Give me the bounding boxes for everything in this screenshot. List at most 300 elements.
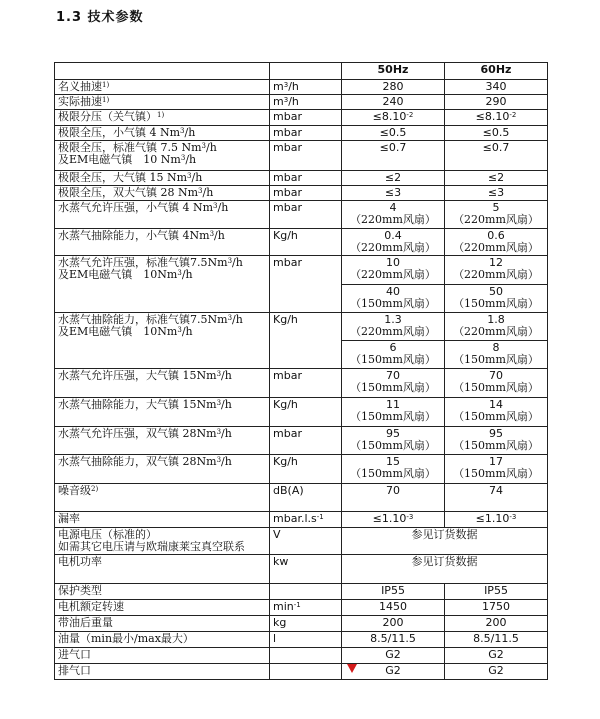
param-line bbox=[58, 326, 266, 338]
unit-cell bbox=[270, 584, 342, 600]
value-50hz-cell bbox=[342, 455, 445, 484]
tech-spec-table bbox=[54, 62, 548, 680]
value-number: ≤0.5 bbox=[379, 126, 407, 139]
table-row bbox=[55, 600, 548, 616]
table-row bbox=[55, 256, 548, 285]
value-number: 40 bbox=[386, 285, 400, 298]
param-text: 水蒸气抽除能力，大气镇 15Nm bbox=[58, 398, 217, 411]
value-number: 14 bbox=[489, 398, 503, 411]
param-line bbox=[58, 187, 266, 199]
param-text: /h bbox=[185, 153, 197, 166]
value-fan-note: （220mm风扇） bbox=[350, 241, 436, 254]
value-60hz-cell bbox=[445, 369, 548, 398]
param-text: 名义抽速 bbox=[58, 80, 102, 93]
param-line bbox=[58, 269, 266, 281]
param-text: /h bbox=[217, 201, 229, 214]
param-text: 带油后重量 bbox=[58, 616, 113, 629]
param-text: /h bbox=[214, 229, 225, 242]
unit-cell bbox=[270, 600, 342, 616]
param-text: 极限全压，小气镇 4 Nm bbox=[58, 126, 181, 139]
unit-cell bbox=[270, 512, 342, 528]
unit-text: mbar bbox=[273, 369, 302, 382]
superscript: 3 bbox=[180, 127, 185, 135]
table-row bbox=[55, 110, 548, 126]
value-50hz-cell bbox=[342, 648, 445, 664]
unit-text: m bbox=[273, 95, 284, 108]
table-row bbox=[55, 664, 548, 680]
value-60hz-cell bbox=[445, 512, 548, 528]
param-text: 水蒸气允许压强，大气镇 15Nm bbox=[58, 369, 217, 382]
param-line bbox=[58, 172, 266, 184]
unit-text: V bbox=[273, 528, 281, 541]
unit-cell bbox=[270, 648, 342, 664]
value-fan-note: （220mm风扇） bbox=[350, 268, 436, 281]
param-line bbox=[58, 649, 266, 661]
param-line bbox=[58, 633, 266, 645]
value-number: 240 bbox=[382, 95, 404, 108]
value-exponent: -2 bbox=[406, 111, 414, 119]
value-number: 4 bbox=[389, 201, 397, 214]
value-fan-note: （220mm风扇） bbox=[453, 213, 539, 226]
table-row bbox=[55, 171, 548, 186]
value-number: 95 bbox=[386, 427, 400, 440]
value-number: 200 bbox=[382, 616, 404, 629]
param-text: 水蒸气抽除能力，标准气镇7.5Nm bbox=[58, 313, 228, 326]
value-50hz-cell bbox=[342, 398, 445, 427]
param-text: /h bbox=[221, 369, 232, 382]
value-fan-note: （150mm风扇） bbox=[453, 439, 539, 452]
unit-text: dB(A) bbox=[273, 484, 304, 497]
table-row bbox=[55, 555, 548, 584]
param-text: 及EM电磁气镇 10Nm bbox=[58, 325, 178, 338]
value-number: ≤0.7 bbox=[482, 141, 510, 154]
unit-cell bbox=[270, 632, 342, 648]
table-row bbox=[55, 484, 548, 512]
value-number: ≤3 bbox=[384, 186, 402, 199]
table-row bbox=[55, 369, 548, 398]
value-50hz-cell bbox=[342, 256, 445, 285]
unit-cell bbox=[270, 201, 342, 229]
unit-cell bbox=[270, 229, 342, 256]
table-row bbox=[55, 632, 548, 648]
table-row bbox=[55, 616, 548, 632]
unit-text: m bbox=[273, 80, 284, 93]
unit-cell bbox=[270, 616, 342, 632]
param-line bbox=[58, 111, 266, 123]
value-fan-note: （150mm风扇） bbox=[350, 410, 436, 423]
value-60hz-cell bbox=[445, 455, 548, 484]
unit-cell bbox=[270, 528, 342, 555]
value-number: 1450 bbox=[379, 600, 407, 613]
value-50hz-cell bbox=[342, 427, 445, 455]
param-text: 水蒸气允许压强，标准气镇7.5Nm bbox=[58, 256, 228, 269]
value-fan-note: （220mm风扇） bbox=[453, 241, 539, 254]
param-text: /h bbox=[232, 313, 243, 326]
unit-cell bbox=[270, 398, 342, 427]
value-60hz-cell bbox=[445, 616, 548, 632]
unit-cell bbox=[270, 110, 342, 126]
param-text: 噪音级 bbox=[58, 484, 91, 497]
param-line bbox=[58, 81, 266, 93]
value-number: 340 bbox=[485, 80, 507, 93]
param-text: /h bbox=[191, 171, 203, 184]
param-text: /h bbox=[221, 398, 232, 411]
value-60hz-cell bbox=[445, 80, 548, 95]
param-cell bbox=[55, 455, 270, 484]
value-60hz-cell bbox=[445, 584, 548, 600]
table-row bbox=[55, 584, 548, 600]
param-line bbox=[58, 428, 266, 440]
table-row bbox=[55, 313, 548, 341]
param-text: 电源电压（标准的） bbox=[58, 528, 157, 541]
unit-text: mbar bbox=[273, 427, 302, 440]
unit-text: mbar bbox=[273, 186, 302, 199]
value-number: 15 bbox=[386, 455, 400, 468]
value-60hz-cell bbox=[445, 427, 548, 455]
unit-text: kw bbox=[273, 555, 289, 568]
param-text: 极限全压，大气镇 15 Nm bbox=[58, 171, 188, 184]
param-text: 水蒸气允许压强，小气镇 4 Nm bbox=[58, 201, 214, 214]
header-row bbox=[55, 63, 548, 80]
value-60hz-cell bbox=[445, 256, 548, 285]
param-text: 实际抽速 bbox=[58, 95, 102, 108]
unit-superscript: -1 bbox=[316, 513, 324, 521]
value-number: IP55 bbox=[381, 584, 405, 597]
value-50hz-cell bbox=[342, 484, 445, 512]
param-line bbox=[58, 456, 266, 468]
value-number: ≤8.10 bbox=[475, 110, 510, 123]
unit-text: /h bbox=[288, 80, 299, 93]
header-blank-cell bbox=[270, 63, 342, 80]
value-number: 200 bbox=[485, 616, 507, 629]
value-number: 280 bbox=[382, 80, 404, 93]
value-number: 1750 bbox=[482, 600, 510, 613]
unit-superscript: 3 bbox=[283, 81, 289, 89]
param-text: /h bbox=[221, 427, 232, 440]
param-line bbox=[58, 617, 266, 629]
param-cell bbox=[55, 398, 270, 427]
superscript: 3 bbox=[187, 172, 192, 180]
param-cell bbox=[55, 313, 270, 369]
value-50hz-cell bbox=[342, 186, 445, 201]
param-text: 电机功率 bbox=[58, 555, 102, 568]
unit-cell bbox=[270, 171, 342, 186]
value-60hz-cell bbox=[445, 186, 548, 201]
value-fan-note: （150mm风扇） bbox=[350, 297, 436, 310]
param-cell bbox=[55, 201, 270, 229]
param-text: 如需其它电压请与欧瑞康莱宝真空联系 bbox=[58, 540, 245, 553]
superscript: 1) bbox=[102, 81, 110, 89]
param-cell bbox=[55, 80, 270, 95]
value-number: ≤0.7 bbox=[379, 141, 407, 154]
value-fan-note: （150mm风扇） bbox=[453, 410, 539, 423]
value-50hz-cell bbox=[342, 126, 445, 141]
unit-text: Kg/h bbox=[273, 313, 298, 326]
param-cell bbox=[55, 95, 270, 110]
unit-text: mbar bbox=[273, 201, 302, 214]
param-text: /h bbox=[181, 268, 193, 281]
param-text: 进气口 bbox=[58, 648, 91, 661]
value-number: 11 bbox=[386, 398, 400, 411]
superscript: 1) bbox=[157, 111, 165, 119]
param-line bbox=[58, 230, 266, 242]
value-fan-note: （150mm风扇） bbox=[350, 353, 436, 366]
value-number: G2 bbox=[488, 648, 504, 661]
param-line bbox=[58, 96, 266, 108]
param-line bbox=[58, 513, 266, 525]
superscript: 2) bbox=[91, 485, 99, 493]
value-60hz-cell bbox=[445, 398, 548, 427]
param-line bbox=[58, 541, 266, 553]
value-fan-note: （150mm风扇） bbox=[453, 297, 539, 310]
param-cell bbox=[55, 616, 270, 632]
value-60hz-cell bbox=[445, 664, 548, 680]
param-cell bbox=[55, 256, 270, 313]
param-text: 漏率 bbox=[58, 512, 80, 525]
unit-cell bbox=[270, 313, 342, 369]
value-60hz-cell bbox=[445, 648, 548, 664]
red-marker-icon bbox=[347, 664, 357, 673]
value-60hz-cell bbox=[445, 600, 548, 616]
param-cell bbox=[55, 171, 270, 186]
value-number: ≤0.5 bbox=[482, 126, 510, 139]
superscript: 3 bbox=[216, 399, 222, 407]
value-number: ≤2 bbox=[487, 171, 505, 184]
value-60hz-cell bbox=[445, 95, 548, 110]
superscript: 3 bbox=[201, 142, 207, 150]
param-text: /h bbox=[206, 141, 217, 154]
unit-text: mbar bbox=[273, 171, 302, 184]
superscript: 3 bbox=[213, 202, 218, 210]
value-exponent: -3 bbox=[509, 513, 517, 521]
header-50hz: 50Hz bbox=[342, 63, 445, 80]
unit-text: l bbox=[273, 632, 277, 645]
param-cell bbox=[55, 632, 270, 648]
param-text: /h bbox=[232, 256, 243, 269]
value-50hz-cell bbox=[342, 95, 445, 110]
value-number: 8 bbox=[492, 341, 500, 354]
param-line bbox=[58, 154, 266, 166]
value-number: 0.4 bbox=[384, 229, 402, 242]
unit-superscript: 3 bbox=[283, 96, 289, 104]
value-50hz-cell bbox=[342, 229, 445, 256]
value-number: G2 bbox=[488, 664, 504, 677]
unit-text: mbar bbox=[273, 141, 302, 154]
value-number: ≤1.10 bbox=[372, 512, 407, 525]
value-50hz-cell bbox=[342, 201, 445, 229]
superscript: 3 bbox=[216, 428, 222, 436]
unit-text: Kg/h bbox=[273, 229, 298, 242]
param-line bbox=[58, 485, 266, 497]
header-blank-cell bbox=[55, 63, 270, 80]
value-fan-note: （150mm风扇） bbox=[350, 467, 436, 480]
value-50hz-cell bbox=[342, 171, 445, 186]
unit-cell bbox=[270, 186, 342, 201]
value-number: ≤2 bbox=[384, 171, 402, 184]
unit-text: /h bbox=[288, 95, 299, 108]
unit-cell bbox=[270, 80, 342, 95]
value-60hz-cell bbox=[445, 110, 548, 126]
value-60hz-cell bbox=[445, 171, 548, 186]
value-fan-note: （220mm风扇） bbox=[453, 325, 539, 338]
superscript: 3 bbox=[177, 326, 182, 334]
value-number: 95 bbox=[489, 427, 503, 440]
value-50hz-cell bbox=[342, 141, 445, 171]
value-fan-note: （150mm风扇） bbox=[350, 439, 436, 452]
table-row bbox=[55, 126, 548, 141]
unit-cell bbox=[270, 141, 342, 171]
value-exponent: -3 bbox=[406, 513, 414, 521]
unit-cell bbox=[270, 256, 342, 313]
value-fan-note: （220mm风扇） bbox=[453, 268, 539, 281]
param-text: 排气口 bbox=[58, 664, 91, 677]
param-cell bbox=[55, 584, 270, 600]
value-50hz-cell bbox=[342, 110, 445, 126]
param-text: /h bbox=[202, 186, 214, 199]
unit-text: mbar bbox=[273, 126, 302, 139]
value-number: 74 bbox=[489, 484, 503, 497]
unit-text: mbar.l.s bbox=[273, 512, 317, 525]
value-number: 8.5/11.5 bbox=[473, 632, 519, 645]
value-50hz-cell bbox=[342, 584, 445, 600]
value-number: 70 bbox=[489, 369, 503, 382]
param-cell bbox=[55, 141, 270, 171]
value-number: ≤1.10 bbox=[475, 512, 510, 525]
unit-text: kg bbox=[273, 616, 287, 629]
superscript: 3 bbox=[227, 257, 233, 265]
value-number: 0.6 bbox=[487, 229, 505, 242]
param-text: 极限全压，标准气镇 7.5 Nm bbox=[58, 141, 202, 154]
value-fan-note: （150mm风扇） bbox=[350, 381, 436, 394]
param-cell bbox=[55, 229, 270, 256]
value-50hz-cell bbox=[342, 632, 445, 648]
table-row bbox=[55, 648, 548, 664]
param-line bbox=[58, 202, 266, 214]
superscript: 3 bbox=[209, 230, 215, 238]
param-text: /h bbox=[221, 455, 232, 468]
param-line bbox=[58, 370, 266, 382]
header-60hz: 60Hz bbox=[445, 63, 548, 80]
unit-cell bbox=[270, 427, 342, 455]
value-number: IP55 bbox=[484, 584, 508, 597]
param-text: 油量（min最小/max最大） bbox=[58, 632, 194, 645]
value-number: 12 bbox=[489, 256, 503, 269]
unit-text: mbar bbox=[273, 256, 302, 269]
value-number: 70 bbox=[386, 484, 400, 497]
unit-text: mbar bbox=[273, 110, 302, 123]
value-60hz-cell bbox=[445, 126, 548, 141]
value-60hz-cell bbox=[445, 484, 548, 512]
param-text: 水蒸气抽除能力，小气镇 4Nm bbox=[58, 229, 210, 242]
superscript: 3 bbox=[198, 187, 203, 195]
value-60hz-cell bbox=[445, 229, 548, 256]
param-line bbox=[58, 399, 266, 411]
unit-cell bbox=[270, 664, 342, 680]
value-fan-note: （220mm风扇） bbox=[350, 213, 436, 226]
value-50hz-cell bbox=[342, 313, 445, 341]
value-number: 6 bbox=[389, 341, 397, 354]
param-line bbox=[58, 556, 266, 568]
param-cell bbox=[55, 427, 270, 455]
table-row bbox=[55, 528, 548, 555]
value-number: 10 bbox=[386, 256, 400, 269]
superscript: 3 bbox=[180, 154, 186, 162]
param-text: 及EM电磁气镇 10Nm bbox=[58, 268, 178, 281]
value-fan-note: （150mm风扇） bbox=[453, 353, 539, 366]
param-text: /h bbox=[181, 325, 193, 338]
unit-text: Kg/h bbox=[273, 398, 298, 411]
value-50hz-cell bbox=[342, 600, 445, 616]
table-row bbox=[55, 455, 548, 484]
value-50hz-cell bbox=[342, 80, 445, 95]
value-60hz-cell bbox=[445, 341, 548, 369]
param-cell bbox=[55, 600, 270, 616]
superscript: 3 bbox=[216, 370, 222, 378]
table-row bbox=[55, 95, 548, 110]
value-number: 70 bbox=[386, 369, 400, 382]
unit-cell bbox=[270, 126, 342, 141]
value-fan-note: （150mm风扇） bbox=[453, 381, 539, 394]
param-cell bbox=[55, 664, 270, 680]
value-span-cell: 参见订货数据 bbox=[342, 528, 548, 555]
param-text: 水蒸气允许压强，双气镇 28Nm bbox=[58, 427, 217, 440]
superscript: 1) bbox=[102, 96, 110, 104]
value-60hz-cell bbox=[445, 141, 548, 171]
value-span-cell: 参见订货数据 bbox=[342, 555, 548, 584]
superscript: 3 bbox=[177, 269, 182, 277]
param-cell bbox=[55, 555, 270, 584]
param-line bbox=[58, 665, 266, 677]
table-row bbox=[55, 427, 548, 455]
value-number: G2 bbox=[385, 664, 401, 677]
param-cell bbox=[55, 126, 270, 141]
table-row bbox=[55, 141, 548, 171]
value-number: ≤8.10 bbox=[372, 110, 407, 123]
unit-superscript: -1 bbox=[293, 601, 301, 609]
unit-cell bbox=[270, 95, 342, 110]
param-cell bbox=[55, 648, 270, 664]
value-60hz-cell bbox=[445, 632, 548, 648]
value-60hz-cell bbox=[445, 201, 548, 229]
table-row bbox=[55, 512, 548, 528]
unit-text: Kg/h bbox=[273, 455, 298, 468]
param-text: 电机额定转速 bbox=[58, 600, 124, 613]
value-number: 8.5/11.5 bbox=[370, 632, 416, 645]
param-line bbox=[58, 585, 266, 597]
table-row bbox=[55, 201, 548, 229]
table-row bbox=[55, 186, 548, 201]
unit-text: min bbox=[273, 600, 294, 613]
value-number: ≤3 bbox=[487, 186, 505, 199]
param-text: 极限分压（关气镇） bbox=[58, 110, 157, 123]
unit-cell bbox=[270, 455, 342, 484]
param-text: /h bbox=[184, 126, 196, 139]
value-50hz-cell bbox=[342, 616, 445, 632]
param-cell bbox=[55, 512, 270, 528]
param-line bbox=[58, 127, 266, 139]
param-cell bbox=[55, 528, 270, 555]
table-row bbox=[55, 229, 548, 256]
param-cell bbox=[55, 186, 270, 201]
param-line bbox=[58, 601, 266, 613]
value-number: 1.8 bbox=[487, 313, 505, 326]
section-title: 1.3 技术参数 bbox=[56, 10, 144, 25]
value-exponent: -2 bbox=[509, 111, 517, 119]
value-fan-note: （150mm风扇） bbox=[453, 467, 539, 480]
unit-cell bbox=[270, 369, 342, 398]
value-60hz-cell bbox=[445, 285, 548, 313]
value-50hz-cell bbox=[342, 341, 445, 369]
